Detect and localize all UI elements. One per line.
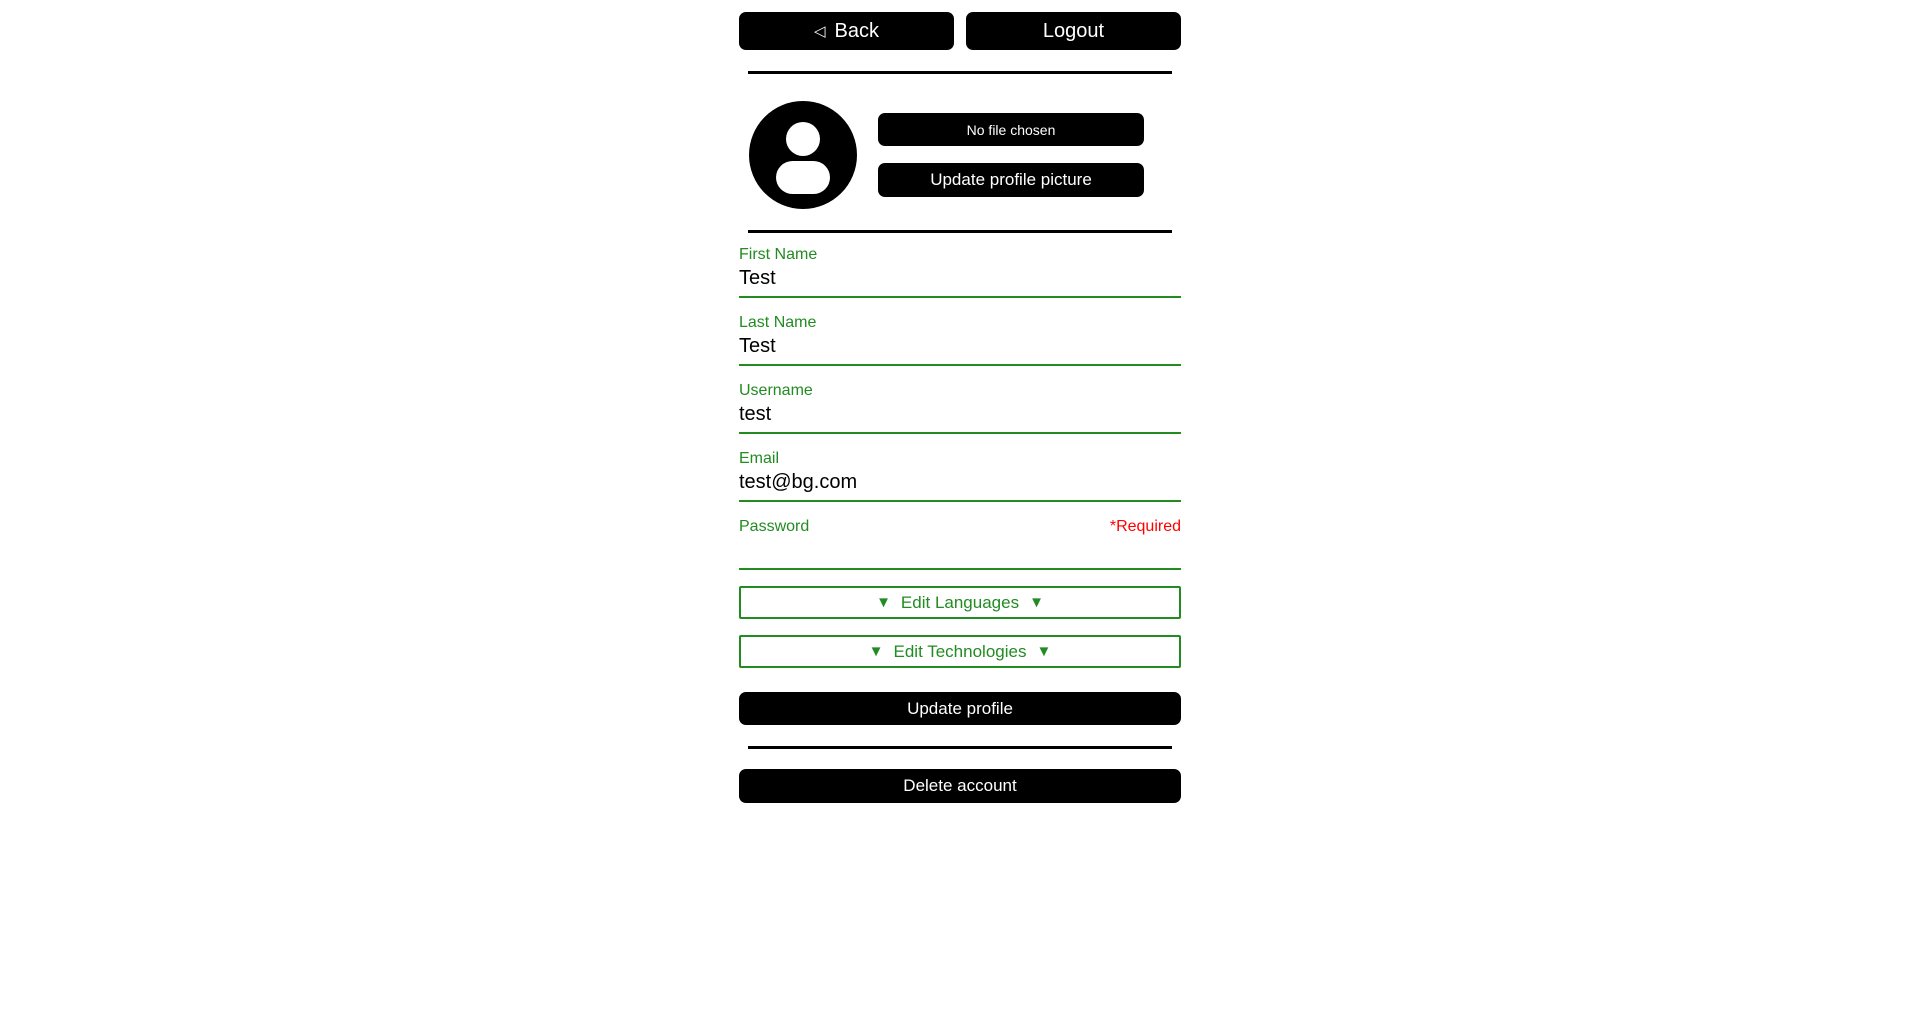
logout-button-label: Logout — [1042, 19, 1105, 42]
edit-languages-label: Edit Languages — [900, 592, 1020, 612]
back-arrow-icon: ◁ — [813, 22, 826, 40]
divider-top — [748, 71, 1172, 74]
edit-technologies-label: Edit Technologies — [893, 641, 1027, 661]
avatar-person-icon — [749, 101, 857, 209]
field-last-name — [739, 314, 1181, 366]
delete-account-label: Delete account — [903, 776, 1017, 795]
update-profile-label: Update profile — [907, 698, 1013, 718]
last-name-input[interactable] — [739, 334, 1181, 358]
update-profile-picture-button[interactable] — [878, 163, 1144, 197]
picture-upload-controls — [878, 113, 1144, 197]
back-button-label: Back — [834, 19, 879, 42]
divider-danger — [748, 746, 1172, 749]
chevron-down-icon: ▼ — [868, 643, 884, 660]
last-name-label: Last Name — [739, 314, 817, 331]
username-label: Username — [739, 382, 813, 399]
first-name-input[interactable] — [739, 266, 1181, 290]
file-chooser-button[interactable] — [878, 113, 1144, 146]
email-label: Email — [739, 450, 780, 467]
chevron-down-icon: ▼ — [876, 594, 891, 611]
field-password — [739, 518, 1181, 570]
file-chooser-status: No file chosen — [966, 121, 1056, 138]
divider-avatar — [748, 230, 1172, 233]
password-input[interactable] — [739, 538, 1181, 562]
update-profile-button[interactable] — [739, 692, 1181, 725]
chevron-down-icon: ▼ — [1036, 643, 1052, 660]
password-required-note: *Required — [1109, 518, 1181, 535]
profile-picture-section — [739, 101, 1181, 209]
edit-collections — [739, 586, 1181, 668]
edit-languages-button[interactable] — [739, 586, 1181, 619]
edit-technologies-button[interactable] — [739, 635, 1181, 668]
first-name-label: First Name — [739, 246, 818, 263]
back-button[interactable] — [739, 12, 954, 50]
delete-account-button[interactable] — [739, 769, 1181, 803]
update-profile-picture-label: Update profile picture — [930, 170, 1092, 189]
password-label: Password — [739, 518, 810, 535]
profile-page — [739, 0, 1181, 803]
field-first-name — [739, 246, 1181, 298]
top-bar — [739, 12, 1181, 50]
logout-button[interactable] — [966, 12, 1181, 50]
username-input[interactable] — [739, 402, 1181, 426]
email-input[interactable] — [739, 470, 1181, 494]
field-email — [739, 450, 1181, 502]
profile-form — [739, 246, 1181, 725]
chevron-down-icon: ▼ — [1029, 594, 1044, 611]
field-username — [739, 382, 1181, 434]
